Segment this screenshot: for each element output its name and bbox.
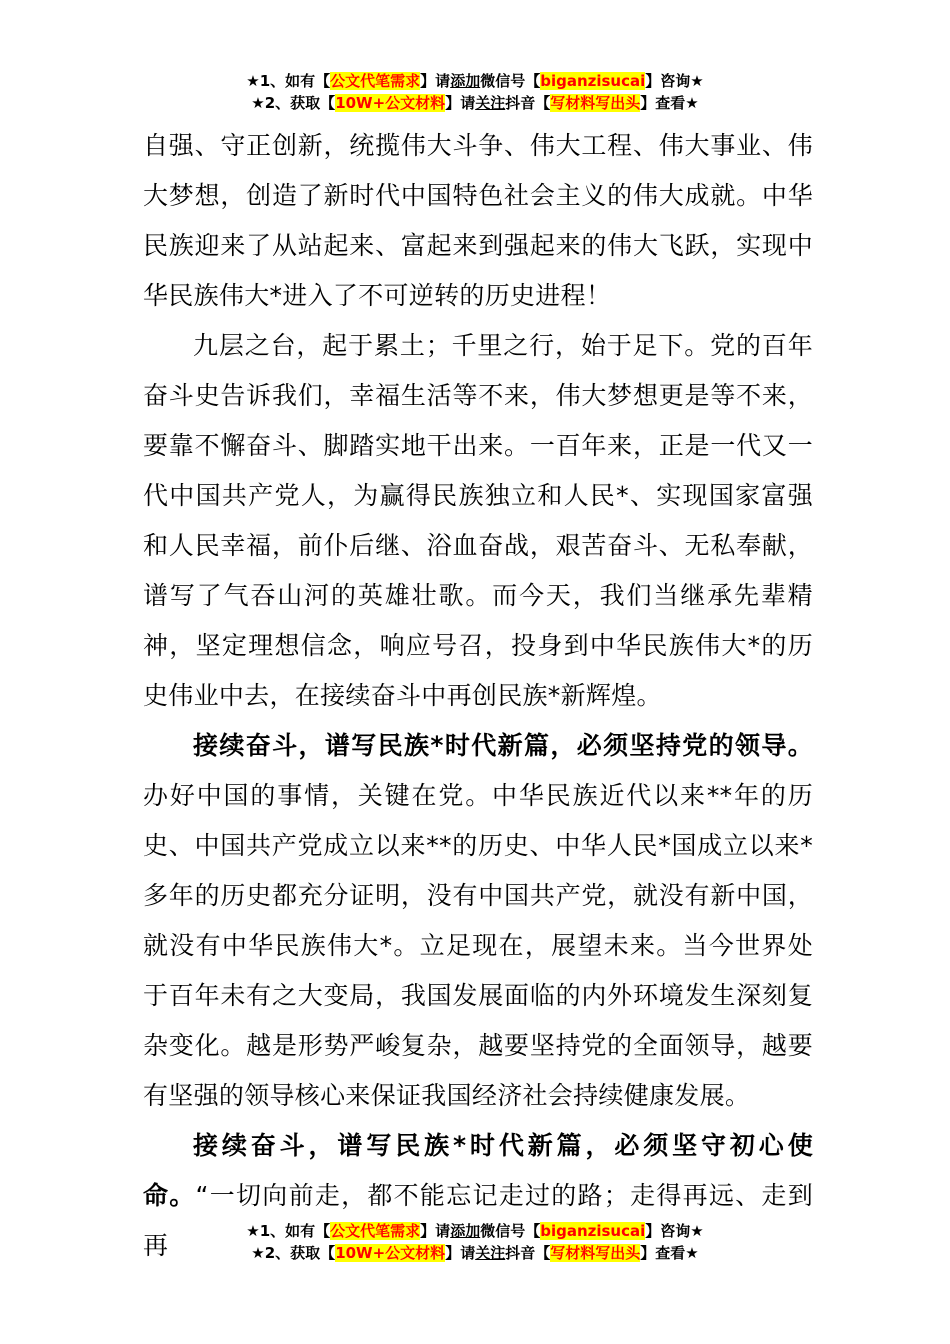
footer-banner — [0, 1220, 950, 1264]
highlight-wechat-id: biganzisucai — [540, 72, 646, 90]
highlight-wechat-id: biganzisucai — [540, 1222, 646, 1240]
highlight-materials: 10W+公文材料 — [335, 94, 446, 112]
paragraph-4: 接续奋斗，谱写民族*时代新篇，必须坚守初心使命。“一切向前走，都不能忘记走过的路；走得再远、走到再 — [143, 1131, 813, 1260]
banner-line-2: ★2、获取【10W+公文材料】请关注抖音【写材料写出头】查看★ — [251, 1244, 699, 1262]
document-body — [143, 121, 813, 1271]
highlight-service: 公文代笔需求 — [330, 1222, 421, 1240]
paragraph-3: 接续奋斗，谱写民族*时代新篇，必须坚持党的领导。办好中国的事情，关键在党。中华民族近代以来**年的历史、中国共产党成立以来**的历史、中华人民*国成立以来*多年的历史都充分证明，没有中国共产党，就没有新中国，就没有中华民族伟大*。立足现在，展望未来。当今世界处于百年未有之大变局，我国发展面临的内外环境发生深刻复杂变化。越是形势严峻复杂，越要坚持党的全面领导，越要有坚强的领导核心来保证我国经济社会持续健康发展。 — [143, 731, 813, 1110]
paragraph-2: 九层之台，起于累土；千里之行，始于足下。党的百年奋斗史告诉我们，幸福生活等不来，伟大梦想更是等不来，要靠不懈奋斗、脚踏实地干出来。一百年来，正是一代又一代中国共产党人，为赢得民族独立和人民*、实现国家富强和人民幸福，前仆后继、浴血奋战，艰苦奋斗、无私奉献，谱写了气吞山河的英雄壮歌。而今天，我们当继承先辈精神，坚定理想信念，响应号召，投身到中华民族伟大*的历史伟业中去，在接续奋斗中再创民族*新辉煌。 — [143, 331, 813, 710]
highlight-douyin: 写材料写出头 — [550, 1244, 641, 1262]
section-heading-party-leadership: 接续奋斗，谱写民族*时代新篇，必须坚持党的领导。 — [193, 731, 813, 760]
highlight-douyin: 写材料写出头 — [550, 94, 641, 112]
header-banner — [0, 70, 950, 114]
banner-line-1: ★1、如有【公文代笔需求】请添加微信号【biganzisucai】咨询★ — [246, 1222, 704, 1240]
banner-line-2: ★2、获取【10W+公文材料】请关注抖音【写材料写出头】查看★ — [251, 94, 699, 112]
paragraph-1: 自强、守正创新，统揽伟大斗争、伟大工程、伟大事业、伟大梦想，创造了新时代中国特色社会主义的伟大成就。中华民族迎来了从站起来、富起来到强起来的伟大飞跃，实现中华民族伟大*进入了不可逆转的历史进程！ — [143, 131, 813, 310]
banner-line-1: ★1、如有【公文代笔需求】请添加微信号【biganzisucai】咨询★ — [246, 72, 704, 90]
section-heading-original-mission: 接续奋斗，谱写民族*时代新篇，必须坚守初心使命。 — [143, 1131, 813, 1210]
highlight-service: 公文代笔需求 — [330, 72, 421, 90]
highlight-materials: 10W+公文材料 — [335, 1244, 446, 1262]
